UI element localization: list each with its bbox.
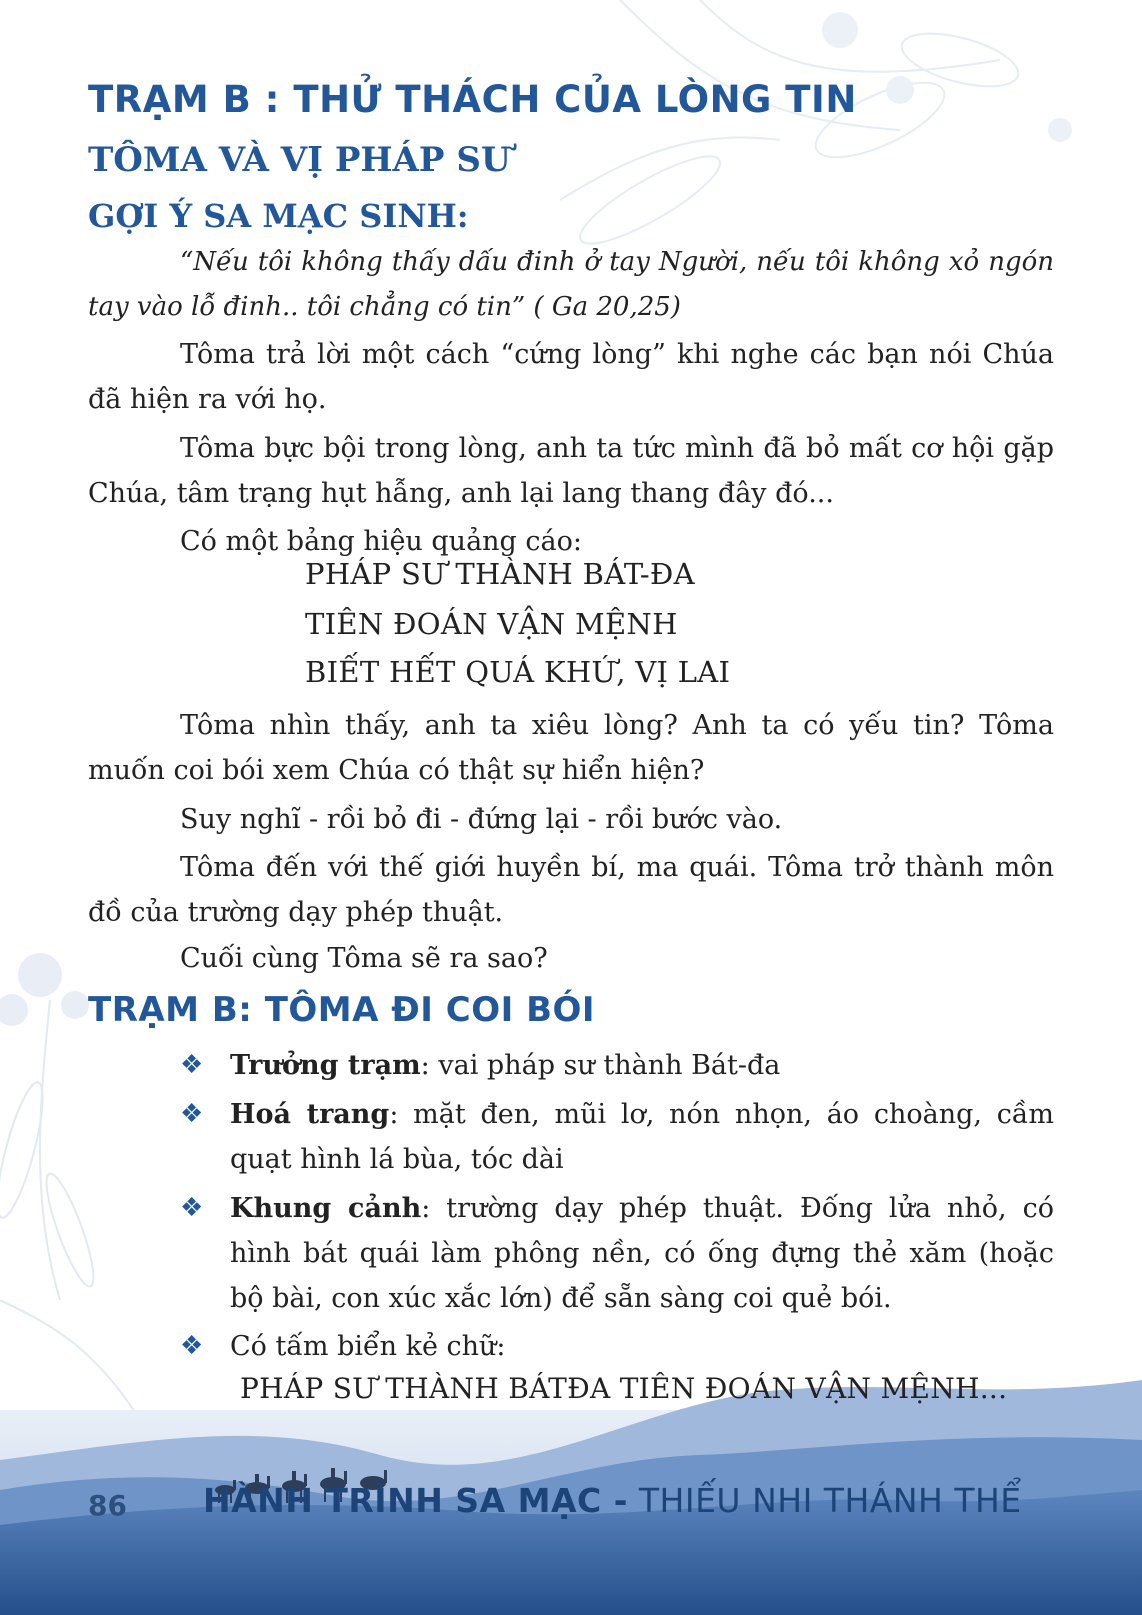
paragraph-3: Có một bảng hiệu quảng cáo: <box>180 526 582 557</box>
footer-title-rest: THIẾU NHI THÁNH THỂ <box>627 1481 1022 1520</box>
story-heading: TÔMA VÀ VỊ PHÁP SƯ <box>88 140 511 180</box>
footer-title-bold: HÀNH TRÌNH SA MẠC - <box>203 1481 628 1520</box>
sign-line-3: BIẾT HẾT QUÁ KHỨ, VỊ LAI <box>305 655 731 689</box>
paragraph-4: Tôma nhìn thấy, anh ta xiêu lòng? Anh ta có yếu tin? Tôma muốn coi bói xem Chúa có thật sự hiển hiện? <box>88 710 1054 786</box>
sign-line-2: TIÊN ĐOÁN VẬN MỆNH <box>305 607 678 641</box>
page-number: 86 <box>88 1489 127 1522</box>
station-heading-2: TRẠM B: TÔMA ĐI COI BÓI <box>88 990 596 1030</box>
bullet-text: Có tấm biển kẻ chữ: <box>230 1331 506 1362</box>
paragraph-5: Suy nghĩ - rồi bỏ đi - đứng lại - rồi bước vào. <box>180 804 783 835</box>
bullet-item-costume <box>230 1092 1054 1182</box>
paragraph-7: Cuối cùng Tôma sẽ ra sao? <box>180 943 548 974</box>
footer-book-title <box>203 1481 1022 1520</box>
bullet-text: : mặt đen, mũi lơ, nón nhọn, áo choàng, cầm quạt hình lá bùa, tóc dài <box>230 1099 1054 1175</box>
bullet-label: Hoá trang <box>230 1099 390 1130</box>
bullet-label: Trưởng trạm <box>230 1050 421 1081</box>
hint-heading: GỢI Ý SA MẠC SINH: <box>88 197 469 235</box>
paragraph-1: Tôma trả lời một cách “cứng lòng” khi nghe các bạn nói Chúa đã hiện ra với họ. <box>88 339 1054 415</box>
bullet-icon: ❖ <box>180 1050 204 1080</box>
paragraph-6: Tôma đến với thế giới huyền bí, ma quái. Tôma trở thành môn đồ của trường dạy phép thuật. <box>88 852 1054 928</box>
bullet-item-scene <box>230 1186 1054 1321</box>
bullet-icon: ❖ <box>180 1099 204 1129</box>
paragraph-2: Tôma bực bội trong lòng, anh ta tức mình đã bỏ mất cơ hội gặp Chúa, tâm trạng hụt hẫng, anh lại lang thang đây đó... <box>88 433 1054 509</box>
bible-quote: “Nếu tôi không thấy dấu đinh ở tay Người, nếu tôi không xỏ ngón tay vào lỗ đinh.. tôi chẳng có tin” ( Ga 20,25) <box>88 247 1054 322</box>
bullet-item-station-leader <box>230 1043 1054 1088</box>
bullet-item-sign <box>230 1324 1054 1369</box>
floral-decoration-top <box>560 0 1072 257</box>
bullet-text: : trường dạy phép thuật. Đống lửa nhỏ, có hình bát quái làm phông nền, có ống đựng thẻ xăm (hoặc bộ bài, con xúc xắc lớn) để sẵn sàng coi quẻ bói. <box>230 1193 1054 1314</box>
bullet-icon: ❖ <box>180 1331 204 1361</box>
bullet-text: : vai pháp sư thành Bát-đa <box>420 1050 781 1081</box>
bullet-label: Khung cảnh <box>230 1193 422 1224</box>
station-heading: TRẠM B : THỬ THÁCH CỦA LÒNG TIN <box>88 78 857 121</box>
bullet-icon: ❖ <box>180 1193 204 1223</box>
sign-line-1: PHÁP SƯ THÀNH BÁT-ĐA <box>305 557 695 591</box>
final-sign-text: PHÁP SƯ THÀNH BÁTĐA TIÊN ĐOÁN VẬN MỆNH... <box>240 1372 1008 1405</box>
